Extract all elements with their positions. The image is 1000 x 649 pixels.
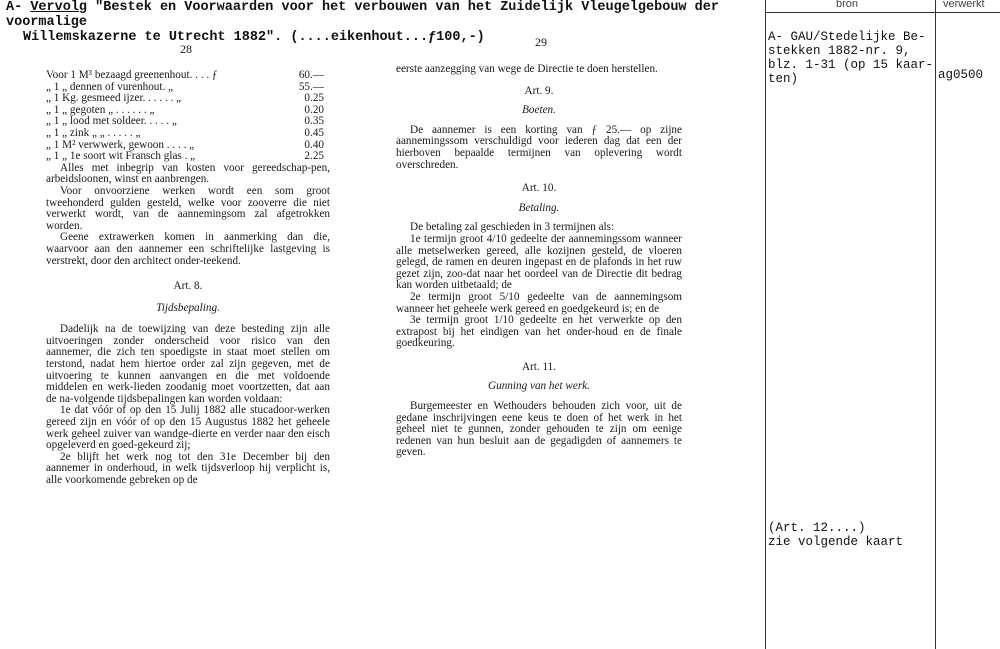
art-8-heading: Art. 8. [173,280,203,293]
price-value: 0.20 [304,103,324,116]
art-10-heading: Art. 10. [521,182,557,195]
price-row [46,128,330,140]
verwerkt-code: ag0500 [938,68,984,82]
price-row [46,93,330,105]
right-para-6: 3e termijn groot 1/10 gedeelte en het verwerkte op den extrapost bij het eindigen van het onder-houd en de finale goedkeuring. [396,314,682,350]
right-page-text [396,64,682,459]
art-11-title: Gunning van het werk. [488,380,590,393]
art-10-title: Betaling. [518,201,560,214]
price-row [46,70,330,82]
price-value: 0.45 [304,126,324,139]
price-row [46,116,330,128]
verwerkt-column-header: verwerkt [943,0,985,10]
art-11-heading: Art. 11. [521,360,557,373]
column-header-divider [765,12,1000,13]
left-para-4: Dadelijk na de toewijzing van deze besteding zijn alle uitvoeringen zonder onderscheid voor risico van den aannemer, die zich ten spoedigste in staat moet stellen om terstond, nadat hem hiertoe order zal zijn gegeven, met de uitvoering te kunnen aanvangen en die met voldoende middelen en werk-lieden zoodanig moet voortzetten, dat aan de na-volgende tijdsbepalingen kan worden voldaan: [46,323,330,405]
price-list [46,70,330,163]
bron-reference [768,30,938,86]
price-item: „ 1 „ 1e soort wit Fransch glas . „ [46,151,196,163]
header-line-1 [6,0,758,30]
price-item: „ 1 Kg. gesmeed ijzer. . . . . . „ [46,93,182,105]
art-9-heading: Art. 9. [524,84,554,97]
price-value: 0.25 [304,92,324,105]
price-row [46,140,330,152]
left-para-6: 2e blijft het werk nog tot den 31e December bij den aannemer in onderhoud, in welk tijdsverloop hij verplicht is, alle voorkomende gebreken op de [46,450,330,486]
note-line: (Art. 12....) [768,521,866,535]
right-para-4: 1e termijn groot 4/10 gedeelte der aannemingssom wanneer alle metselwerken gereed, alle kozijnen gesteld, de vloeren gelegd, de ramen en deuren ingepast en de plafonds in het ruw gezet zijn, zoo-dat naar het oordeel van de Directie dit bedrag kan worden uitbetaald; de [396,232,682,292]
price-value: 0.35 [304,115,324,128]
price-value: 0.40 [304,138,324,151]
right-para-7: Burgemeester en Wethouders behouden zich voor, uit de gedane inschrijvingen eene keus te doen of het werk in het geheel niet te gunnen, zonder gehouden te zijn om eenige redenen van hun besluit aan de gegadigden of aannemers te geven. [396,400,682,459]
price-item: „ 1 „ zink „ „ . . . . . „ [46,127,141,139]
price-value: 55.— [298,80,324,93]
left-para-1: Alles met inbegrip van kosten voor gereedschap-pen, arbeidsloonen, winst en aanbrengen. [46,161,330,186]
left-page-number: 28 [180,42,192,56]
left-para-5: 1e dat vóór of op den 15 Julij 1882 alle stucadoor-werken gereed zijn en vóór of op den 15 Augustus 1882 het geheele werk geheel zuiver van wandge-dierte en verder naar den eisch opgeleverd en goed-gekeurd zij; [46,404,330,452]
left-para-3: Geene extrawerken komen in aanmerking dan die, waarvoor aan den aannemer een schriftelijke lastgeving is verstrekt, door den architect onder-teekend. [46,231,330,267]
price-item: „ 1 M² verwwerk, gewoon . . . . „ [46,139,195,151]
price-row [46,82,330,94]
right-para-1: eerste aanzegging van wege de Directie te doen herstellen. [396,63,658,75]
art-9-title: Boeten. [522,104,556,117]
note-line: zie volgende kaart [768,535,904,549]
price-row [46,151,330,163]
price-row [46,105,330,117]
price-value: 2.25 [304,150,324,163]
right-para-2: De aannemer is een korting van ƒ 25.— op zijne aannemingssom verschuldigd voor iederen dag dat een der hierboven bepaalde termijnen van oplevering wordt overschreden. [396,123,682,171]
price-item: „ 1 „ dennen of vurenhout. „ [46,81,174,93]
bron-line: stekken 1882-nr. 9, [768,44,911,58]
bron-column-header: bron [836,0,859,10]
left-page-text [46,70,330,487]
card-header [6,0,758,45]
art-8-title: Tijdsbepaling. [156,301,220,314]
right-page-number: 29 [535,35,547,49]
bron-column-right-border [935,0,936,649]
bron-column-left-border [765,0,766,649]
header-title: "Bestek en Voorwaarden voor het verbouwen van het Zuidelijk Vleugelgebouw der voormalige [6,0,719,30]
header-prefix: A- [6,0,31,15]
right-para-3: De betaling zal geschieden in 3 termijnen als: [410,221,615,234]
header-vervolg: Vervolg [30,0,88,15]
price-item: Voor 1 M³ bezaagd greenenhout. . . . ƒ [46,70,218,81]
continuation-note [768,521,938,549]
bron-line: blz. 1-31 (op 15 kaar- [768,58,934,72]
price-item: „ 1 „ lood met soldeer. . . . . „ [46,116,177,128]
right-para-5: 2e termijn groot 5/10 gedeelte van de aannemingsom wanneer het geheele werk gereed en goedgekeurd is; en de [396,290,682,315]
header-line-2: Willemskazerne te Utrecht 1882". (....eikenhout...ƒ100,-) [23,30,485,45]
left-para-2: Voor onvoorziene werken wordt een som groot tweehonderd gulden gesteld, welke voor zooverre die niet verwerkt wordt, van de aannemingsom zal afgetrokken worden. [46,184,330,232]
price-item: „ 1 „ gegoten „ . . . . . . „ [46,104,155,116]
price-value: 60.— [298,69,324,81]
bron-line: ten) [768,72,799,86]
bron-line: A- GAU/Stedelijke Be- [768,30,926,44]
